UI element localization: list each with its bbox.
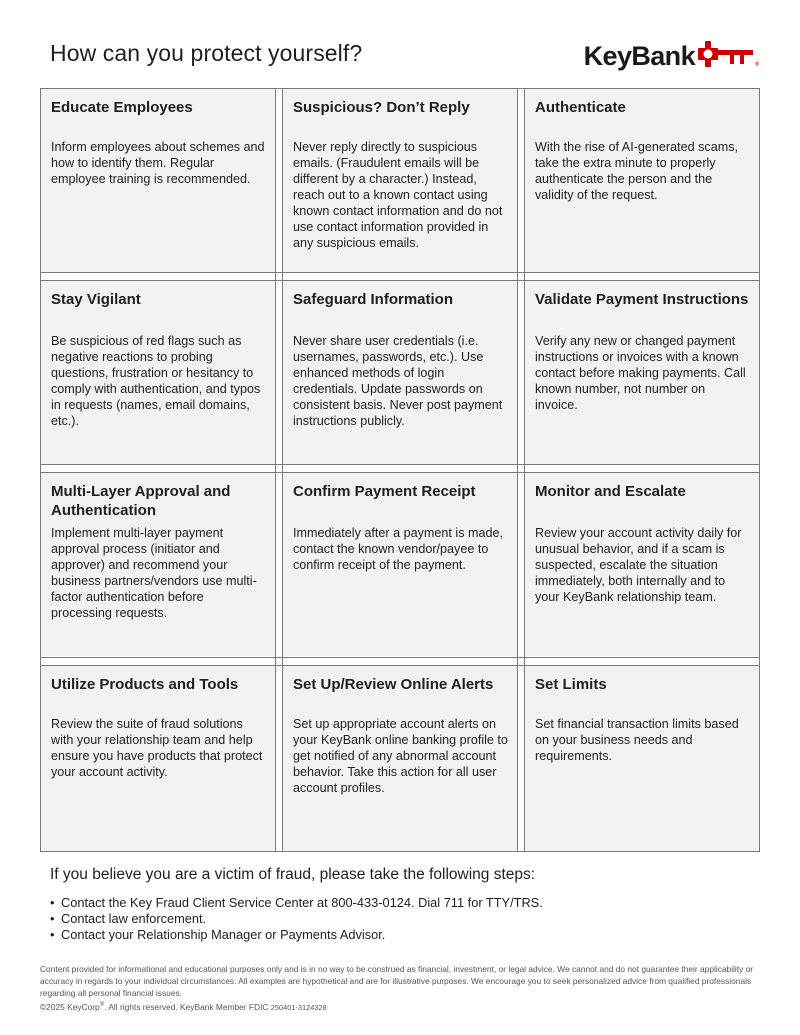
step-text: Contact the Key Fraud Client Service Center at 800-433-0124. Dial 711 for TTY/TRS. (61, 895, 543, 910)
bullet: • (50, 911, 55, 926)
tip-title: Authenticate (535, 99, 626, 116)
tip-body: Inform employees about schemes and how to identify them. Regular employee training is recommended. (51, 140, 265, 186)
grid-border-bottom (40, 851, 760, 852)
tip-card (41, 89, 275, 272)
row-divider (40, 464, 760, 465)
tip-title: Validate Payment Instructions (535, 291, 749, 308)
copyright-prefix: ©2025 KeyCorp (40, 1001, 100, 1012)
tip-body: Implement multi-layer payment approval process (initiator and approver) and recommend your business partners/vendors use multi-factor authentication before processing requests. (51, 526, 257, 620)
row-divider (40, 472, 760, 473)
tip-card (525, 666, 759, 851)
tip-card (525, 89, 759, 272)
document-id: 250401-3124328 (270, 1002, 327, 1012)
tip-card (525, 281, 759, 464)
tip-card (525, 473, 759, 656)
disclaimer-text: Content provided for informational and educational purposes only and is in no way to be construed as financial, investment, or legal advice. We cannot and do not guarantee their applicability or accuracy in regards to your individual circumstances. All examples are hypothetical and are for illustrative purposes. We encourage you to seek personalized advice from qualified professionals regarding all personal financial issues. (40, 964, 754, 998)
tip-title: Monitor and Escalate (535, 483, 686, 500)
row-divider (40, 657, 760, 658)
tip-body: Never reply directly to suspicious emails. (Fraudulent emails will be different by a character.) Instead, reach out to a known contact using known contact information and do not use contact information provided in any suspicious emails. (293, 140, 503, 250)
tip-title: Safeguard Information (293, 291, 454, 308)
tip-body: Set financial transaction limits based on your business needs and requirements. (535, 717, 739, 763)
column-divider (517, 88, 518, 852)
list-item (50, 895, 760, 911)
tip-card (283, 89, 517, 272)
tip-title: Stay Vigilant (51, 291, 141, 308)
tip-title: Confirm Payment Receipt (293, 483, 476, 500)
grid-border-left (40, 88, 41, 852)
copyright-suffix: . All rights reserved. KeyBank Member FDIC (104, 1001, 269, 1012)
list-item (50, 927, 760, 943)
victim-steps-list (50, 895, 760, 943)
copyright-line (40, 999, 760, 1014)
tip-card (283, 473, 517, 656)
column-divider (275, 88, 276, 852)
tip-body: With the rise of AI-generated scams, take the extra minute to properly authenticate the person and the validity of the request. (535, 140, 738, 202)
logo-text: KeyBank (583, 40, 695, 71)
grid-border-top (40, 88, 760, 89)
row-divider (40, 665, 760, 666)
tip-body: Be suspicious of red flags such as negative reactions to probing questions, frustration or hesitancy to comply with authentication, and typos in requests (names, email domains, etc.). (51, 334, 261, 428)
tip-title: Multi-Layer Approval and Authentication (51, 483, 231, 519)
step-text: Contact your Relationship Manager or Payments Advisor. (61, 927, 386, 942)
tip-card (41, 666, 275, 851)
grid-border-right (759, 88, 760, 852)
svg-text:®: ® (754, 60, 760, 68)
victim-steps-title: If you believe you are a victim of fraud, please take the following steps: (50, 866, 536, 883)
step-text: Contact law enforcement. (61, 911, 207, 926)
tip-title: Educate Employees (51, 99, 193, 116)
tip-card (41, 473, 275, 656)
tip-body: Never share user credentials (i.e. usernames, passwords, etc.). Use enhanced methods of login credentials. Update passwords on consistent basis. Never post payment instructions publicly. (293, 334, 503, 428)
tip-body: Immediately after a payment is made, contact the known vendor/payee to confirm receipt of the payment. (293, 526, 503, 572)
keybank-logo (584, 38, 760, 74)
row-divider (40, 272, 760, 273)
bullet: • (50, 895, 55, 910)
page-title: How can you protect yourself? (50, 40, 363, 66)
page-header (50, 38, 760, 78)
tip-title: Set Limits (535, 676, 607, 693)
column-divider (524, 88, 525, 852)
tip-body: Verify any new or changed payment instructions or invoices with a known contact before making payments. Call known number, not number on invoice. (535, 334, 746, 412)
tip-title: Suspicious? Don’t Reply (293, 99, 470, 116)
list-item (50, 911, 760, 927)
tip-body: Review your account activity daily for unusual behavior, and if a scam is suspected, escalate the situation immediately, both internally and to your KeyBank relationship team. (535, 526, 742, 604)
key-icon (698, 40, 760, 73)
tip-body: Set up appropriate account alerts on your KeyBank online banking profile to get notified of any abnormal account behavior. Take this action for all user account profiles. (293, 717, 508, 795)
tip-card (283, 281, 517, 464)
tip-card (41, 281, 275, 464)
bullet: • (50, 927, 55, 942)
footer-disclaimer (40, 963, 760, 1014)
victim-steps-section (50, 866, 760, 943)
column-divider (282, 88, 283, 852)
row-divider (40, 280, 760, 281)
tip-title: Utilize Products and Tools (51, 676, 239, 693)
tip-card (283, 666, 517, 851)
registered-mark: ® (99, 1002, 105, 1008)
tip-body: Review the suite of fraud solutions with your relationship team and help ensure you have products that protect your account activity. (51, 717, 263, 779)
tip-title: Set Up/Review Online Alerts (293, 676, 494, 693)
tips-grid (40, 88, 760, 852)
